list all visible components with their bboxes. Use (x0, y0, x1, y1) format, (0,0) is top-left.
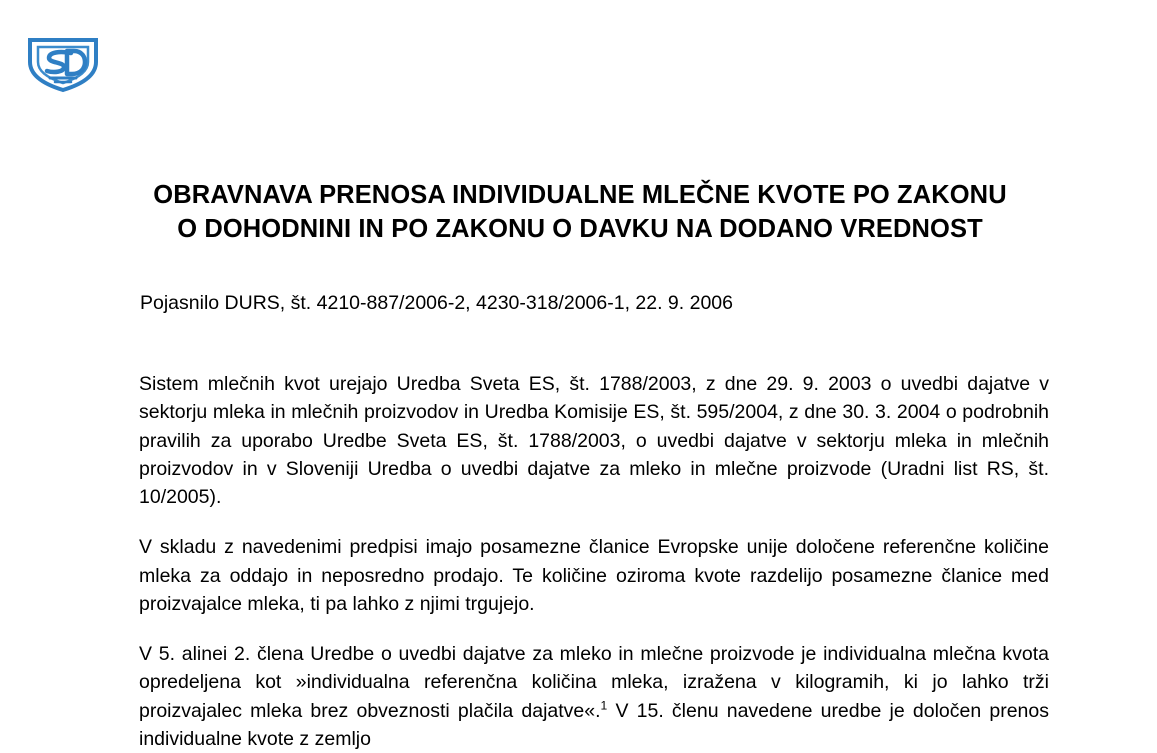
durs-logo (22, 32, 104, 94)
document-body (139, 370, 1049, 753)
body-paragraph-2: V skladu z navedenimi predpisi imajo posamezne članice Evropske unije določene referenčne količine mleka za oddajo in neposredno prodajo. Te količine oziroma kvote razdelijo posamezne članice med proizvajalce mleka, ti pa lahko z njimi trgujejo. (139, 536, 1049, 615)
body-paragraph-1: Sistem mlečnih kvot urejajo Uredba Sveta ES, št. 1788/2003, z dne 29. 9. 2003 o uvedbi dajatve v sektorju mleka in mlečnih proizvodov in Uredba Komisije ES, št. 595/2004, z dne 30. 3. 2004 o podrobnih pravilih za uporabo Uredbe Sveta ES, št. 1788/2003, o uvedbi dajatve v sektorju mleka in mlečnih proizvodov in v Sloveniji Uredba o uvedbi dajatve za mleko in mlečne proizvode (Uradni list RS, št. 10/2005). (139, 373, 1049, 509)
document-reference: Pojasnilo DURS, št. 4210-887/2006-2, 4230-318/2006-1, 22. 9. 2006 (140, 292, 733, 314)
page-title: OBRAVNAVA PRENOSA INDIVIDUALNE MLEČNE KVOTE PO ZAKONU O DOHODNINI IN PO ZAKONU O DAVKU NA DODANO VREDNOST (153, 181, 1007, 243)
body-paragraph-3 (139, 640, 1049, 753)
body-paragraph-3-text-part2: V 15. členu navedene uredbe je določen prenos individualne kvote z zemljo (139, 699, 1049, 750)
body-paragraph-3-text-part1: V 5. alinei 2. člena Uredbe o uvedbi dajatve za mleko in mlečne proizvode je individualna mlečna kvota opredeljena kot »individualna referenčna količina mleka, izražena v kilogramih, ki jo lahko trži proizvajalec mleka brez obveznosti plačila dajatve«. (139, 643, 1049, 722)
footnote-marker: 1 (600, 698, 608, 713)
